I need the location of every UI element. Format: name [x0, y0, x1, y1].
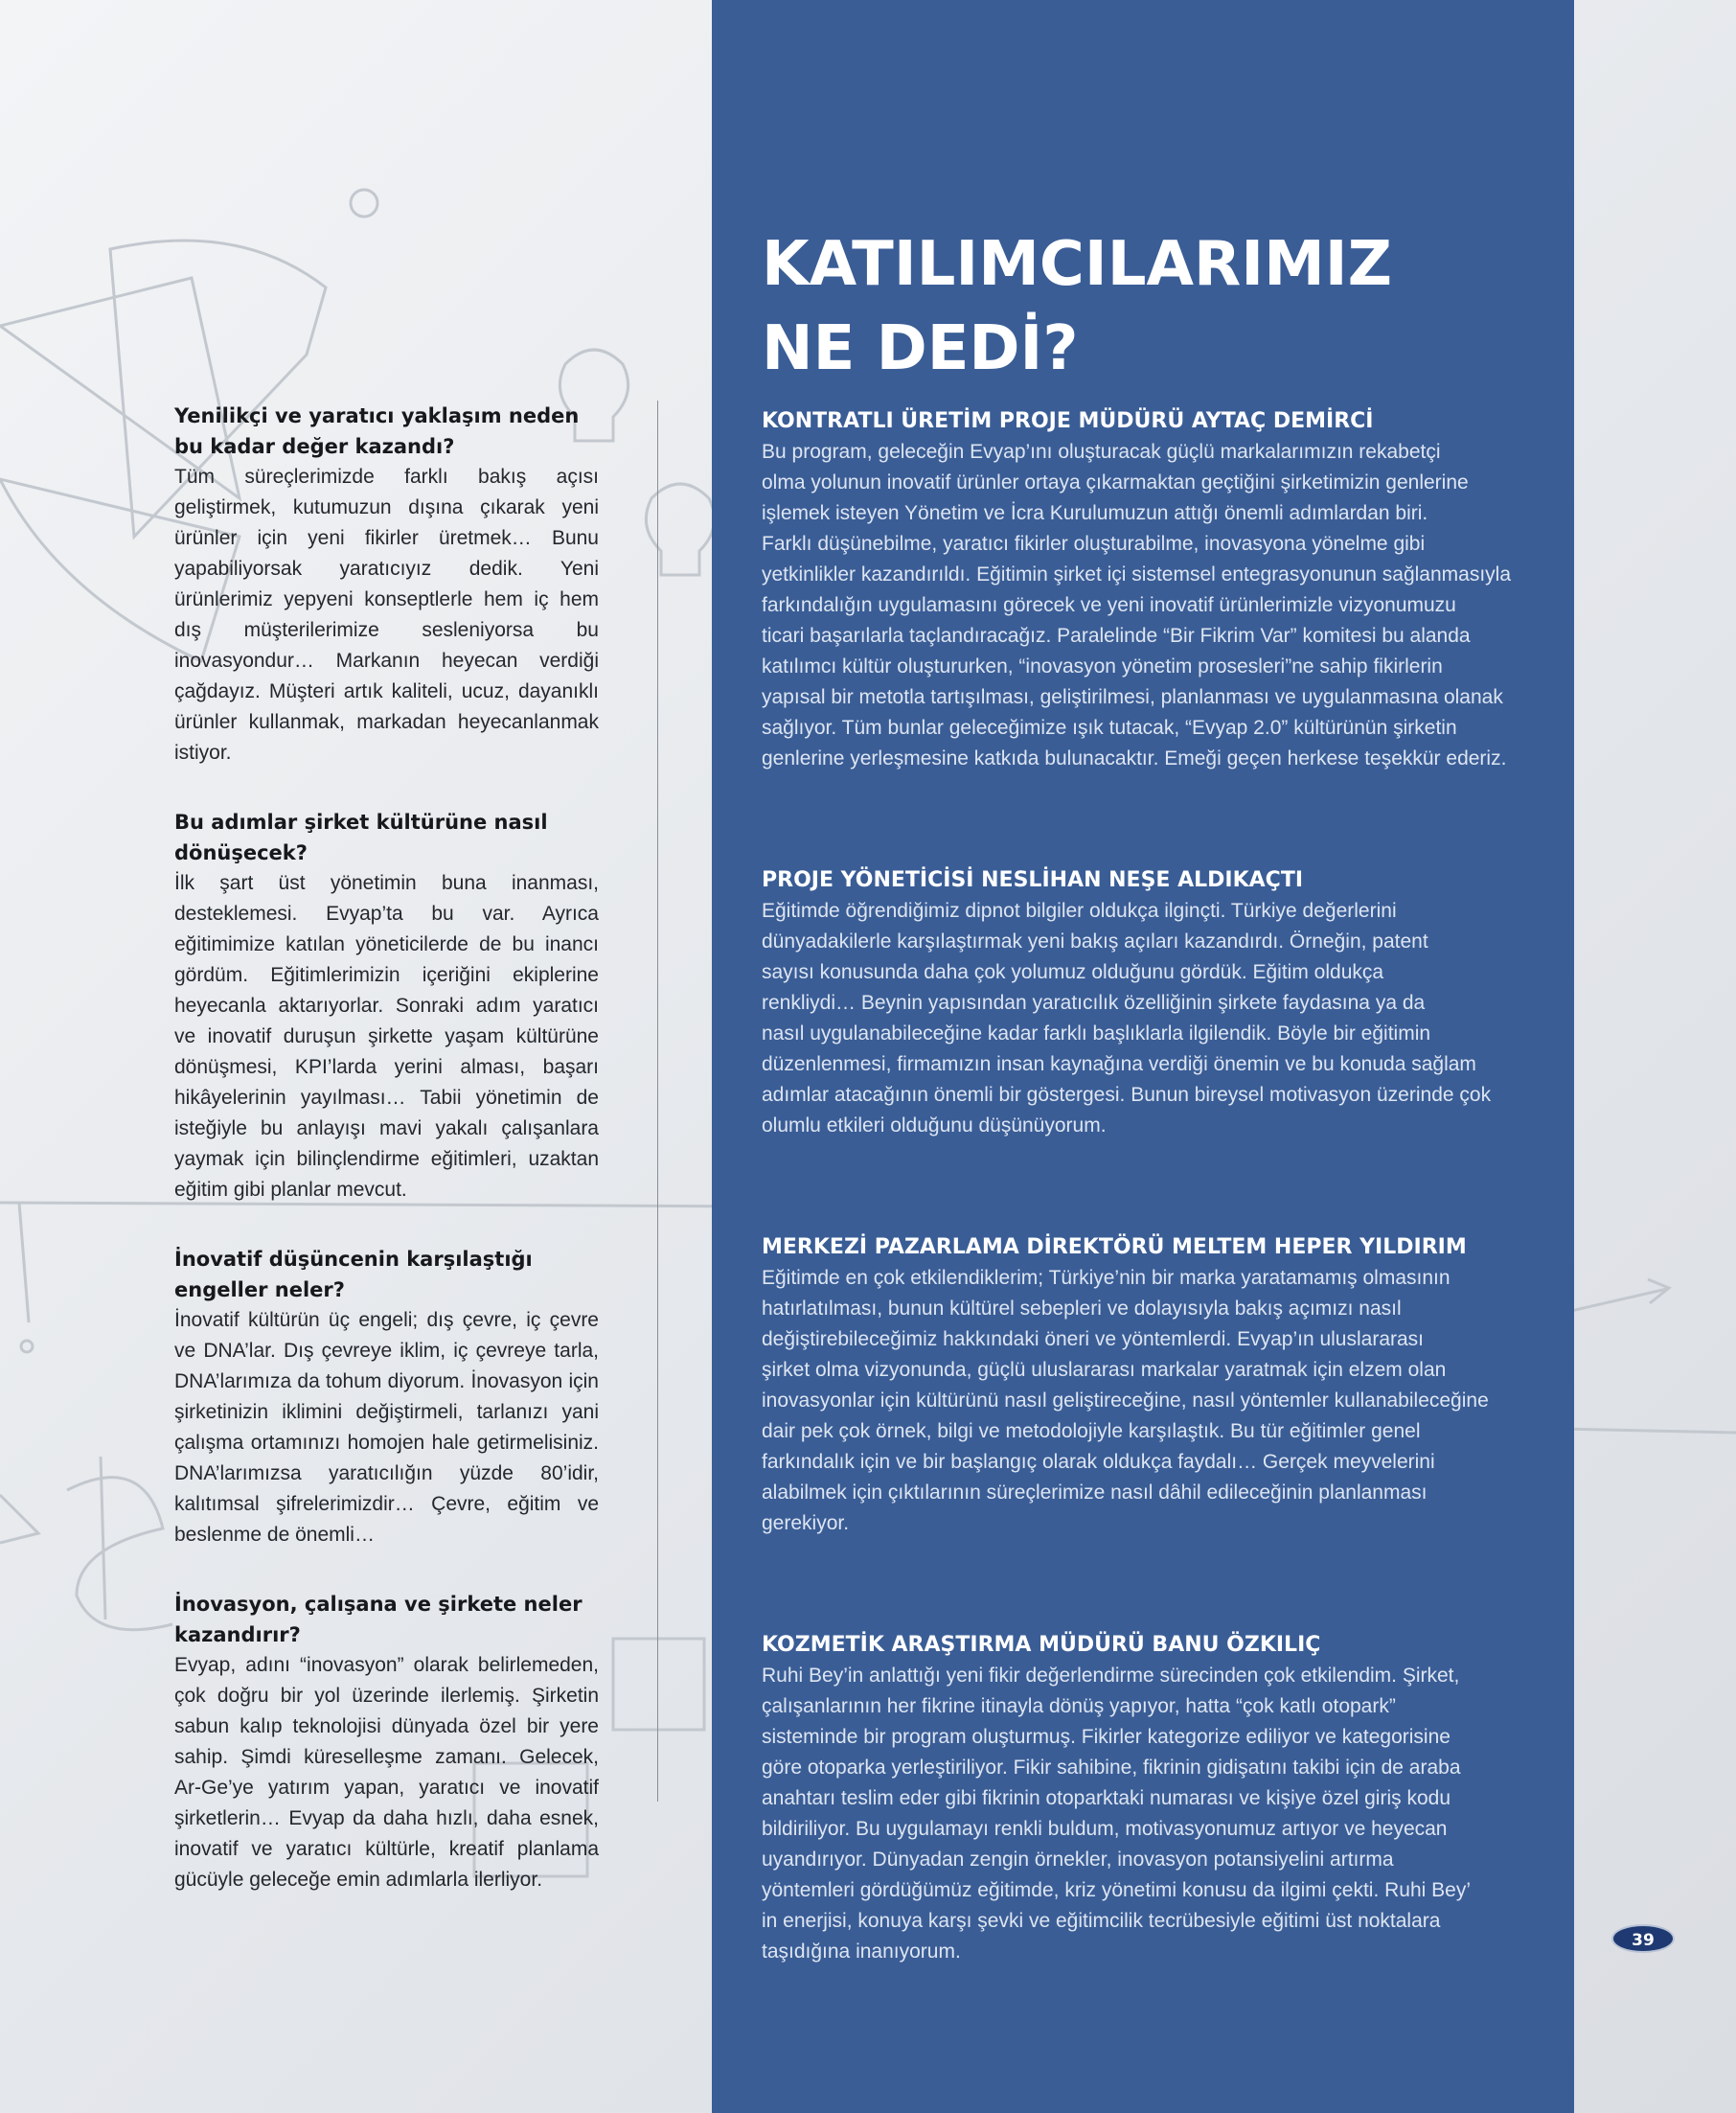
- text-line: olumlu etkileri olduğunu düşünüyorum.: [762, 1114, 1107, 1137]
- text-line: inovasyonlar için kültürünü nasıl geliştireceğine, nasıl yöntemler kullanabileceğine: [762, 1390, 1489, 1412]
- testimonial-section: [762, 1232, 1528, 1539]
- question: İnovasyon, çalışana ve şirkete neler kazandırır?: [174, 1593, 582, 1646]
- page-number: 39: [1611, 1924, 1675, 1953]
- answer: Tüm süreçlerimizde farklı bakış açısı geliştirmek, kutumuzun dışına çıkarak yeni ürünler için yeni fikirler üretmek… Bunu yapabiliyorsak yaratıcıyız dedik. Yeni ürünlerimiz yepyeni konseptlerle hem iç hem dış müşterilerimize sesleniyorsa bu inovasyondur… Markanın heyecan verdiği çağdayız. Müşteri artık kaliteli, ucuz, dayanıklı ürünler kullanmak, markadan heyecanlanmak istiyor.: [174, 466, 599, 764]
- text-line: gerekiyor.: [762, 1512, 850, 1534]
- text-line: renkliydi… Beynin yapısından yaratıcılık özelliğinin şirkete faydasına ya da: [762, 992, 1426, 1014]
- text-line: uyandırıyor. Dünyadan zengin örnekler, inovasyon potansiyelini artırma: [762, 1849, 1394, 1871]
- answer: Evyap, adını “inovasyon” olarak belirlemeden, çok doğru bir yol üzerinde ilerlemiş. Şirketin sabun kalıp teknolojisi dünyada özel bir yere sahip. Şimdi küreselleşme zamanı. Gelecek, Ar-Ge’ye yatırım yapan, yaratıcı ve inovatif şirketlerin… Evyap da daha hızlı, daha esnek, inovatif ve yaratıcı kültürle, kreatif planlama gücüyle geleceğe emin adımlarla ilerliyor.: [174, 1654, 599, 1891]
- text-line: ticari başarılarla taçlandıracağız. Paralelinde “Bir Fikrim Var” komitesi bu alanda: [762, 625, 1471, 647]
- text-line: alabilmek için çıktılarının süreçlerimize nasıl dâhil edileceğinin planlanması: [762, 1481, 1428, 1504]
- title-line: KATILIMCILARIMIZ: [762, 229, 1392, 300]
- qa-block: [174, 401, 599, 769]
- text-line: göre otoparka yerleştiriliyor. Fikir sahibine, fikrinin gidişatını takibi için de araba: [762, 1757, 1461, 1779]
- question: Yenilikçi ve yaratıcı yaklaşım neden bu kadar değer kazandı?: [174, 404, 580, 458]
- text-line: farkındalık için ve bir başlangıç olarak oldukça faydalı… Gerçek meyvelerini: [762, 1451, 1435, 1473]
- page-title: [762, 222, 1509, 391]
- testimonial-body: [762, 1661, 1528, 1967]
- qa-block: [174, 1589, 599, 1895]
- text-line: yapısal bir metotla tartışılması, geliştirilmesi, planlanması ve uygulanmasına olanak: [762, 686, 1503, 708]
- text-line: sayısı konusunda daha çok yolumuz olduğunu gördük. Eğitim oldukça: [762, 961, 1384, 983]
- text-line: olma yolunun inovatif ürünler ortaya çıkarmaktan geçtiğini şirketimizin genlerine: [762, 471, 1469, 494]
- interview-column: [174, 401, 599, 1934]
- question: İnovatif düşüncenin karşılaştığı engeller neler?: [174, 1248, 533, 1301]
- text-line: nasıl uygulanabileceğine kadar farklı başlıklarla ilgilendik. Böyle bir eğitimin: [762, 1022, 1431, 1045]
- testimonial-body: [762, 437, 1528, 774]
- text-line: işlemek isteyen Yönetim ve İcra Kurulumuzun attığı önemli adımlardan biri.: [762, 502, 1428, 524]
- qa-block: [174, 807, 599, 1206]
- text-line: katılımcı kültür oluştururken, “inovasyon yönetim prosesleri”ne sahip fikirlerin: [762, 655, 1443, 678]
- testimonial-body: [762, 896, 1528, 1141]
- title-line: NE DEDİ?: [762, 313, 1079, 384]
- text-line: dünyadakilerle karşılaştırmak yeni bakış açıları kazandırdı. Örneğin, patent: [762, 930, 1428, 953]
- text-line: adımlar atacağının önemli bir göstergesi. Bunun bireysel motivasyon üzerinde çok: [762, 1084, 1492, 1106]
- text-line: farkındalığın uygulamasını görecek ve yeni inovatif ürünlerimizle vizyonumuzu: [762, 594, 1456, 616]
- text-line: yetkinlikler kazandırıldı. Eğitimin şirket içi sistemsel entegrasyonunun sağlanmasıyla: [762, 563, 1512, 586]
- qa-block: [174, 1244, 599, 1550]
- testimonial-section: [762, 865, 1528, 1141]
- testimonial-heading: MERKEZİ PAZARLAMA DİREKTÖRÜ MELTEM HEPER YILDIRIM: [762, 1235, 1467, 1259]
- text-line: sisteminde bir program oluşturmuş. Fikirler kategorize ediliyor ve kategorisine: [762, 1726, 1450, 1748]
- text-line: çalışanlarının her fikrine itinayla dönüş yapıyor, hatta “çok katlı otopark”: [762, 1695, 1396, 1717]
- text-line: in enerjisi, konuya karşı şevki ve eğitimcilik tecrübesiyle eğitimi üst noktalara: [762, 1910, 1441, 1932]
- answer: İnovatif kültürün üç engeli; dış çevre, iç çevre ve DNA’lar. Dış çevreye iklim, iç çevreye tarla, DNA’larımıza da tohum diyorum. İnovasyon için şirketinizin iklimini değiştirmeli, tarlanızı yani çalışma ortamınızı homojen hale getirmelisiniz. DNA’larımızsa yaratıcılığın yüzde 80’idir, kalıtımsal şifrelerimizdir… Çevre, eğitim ve beslenme de önemli…: [174, 1309, 599, 1546]
- testimonial-section: [762, 406, 1528, 774]
- text-line: bildiriliyor. Bu uygulamayı renkli buldum, motivasyonumuz artıyor ve heyecan: [762, 1818, 1448, 1840]
- text-line: anahtarı teslim eder gibi fikrinin otoparktaki numarası ve kişiye özel giriş kodu: [762, 1787, 1450, 1809]
- testimonial-heading: PROJE YÖNETİCİSİ NESLİHAN NEŞE ALDIKAÇTI: [762, 868, 1304, 892]
- testimonial-heading: KOZMETİK ARAŞTIRMA MÜDÜRÜ BANU ÖZKILIÇ: [762, 1633, 1321, 1657]
- column-divider: [657, 401, 658, 1802]
- text-line: taşıdığına inanıyorum.: [762, 1941, 961, 1963]
- text-line: Bu program, geleceğin Evyap’ını oluşturacak güçlü markalarımızın rekabetçi: [762, 441, 1441, 463]
- question: Bu adımlar şirket kültürüne nasıl dönüşecek?: [174, 811, 548, 864]
- text-line: düzenlenmesi, firmamızın insan kaynağına verdiği önemin ve bu konuda sağlam: [762, 1053, 1476, 1075]
- text-line: Eğitimde öğrendiğimiz dipnot bilgiler oldukça ilginçti. Türkiye değerlerini: [762, 900, 1397, 922]
- text-line: sağlıyor. Tüm bunlar geleceğimize ışık tutacak, “Evyap 2.0” kültürünün şirketin: [762, 717, 1457, 739]
- text-line: genlerine yerleşmesine katkıda bulunacaktır. Emeği geçen herkese teşekkür ederiz.: [762, 747, 1507, 769]
- testimonial-body: [762, 1263, 1528, 1539]
- text-line: Eğitimde en çok etkilendiklerim; Türkiye’nin bir marka yaratamamış olmasının: [762, 1267, 1450, 1289]
- answer: İlk şart üst yönetimin buna inanması, desteklemesi. Evyap’ta bu var. Ayrıca eğitimimize katılan yöneticilerde de bu inancı gördüm. Eğitimlerimizin içeriğini ekiplerine heyecanla aktarıyorlar. Sonraki adım yaratıcı ve inovatif duruşun şirkette yaşam kültürüne dönüşmesi, KPI’larda yerini alması, başarı hikâyelerinin yayılması… Tabii yönetimin de isteğiyle bu anlayışı mavi yakalı çalışanlara yaymak için bilinçlendirme eğitimleri, uzaktan eğitim gibi planlar mevcut.: [174, 872, 599, 1201]
- text-line: Ruhi Bey’in anlattığı yeni fikir değerlendirme sürecinden çok etkilendim. Şirket,: [762, 1665, 1460, 1687]
- text-line: dair pek çok örnek, bilgi ve metodolojiyle karşılaştık. Bu tür eğitimler genel: [762, 1420, 1421, 1442]
- text-line: yöntemleri gördüğümüz eğitimde, kriz yönetimi konusu da ilgimi çekti. Ruhi Bey’: [762, 1879, 1471, 1901]
- text-line: Farklı düşünebilme, yaratıcı fikirler oluşturabilme, inovasyona yönelme gibi: [762, 533, 1426, 555]
- text-line: değiştirebileceğimiz hakkındaki öneri ve yöntemlerdi. Evyap’ın uluslararası: [762, 1328, 1425, 1350]
- text-line: hatırlatılması, bunun kültürel sebepleri ve dolayısıyla bakış açımızı nasıl: [762, 1298, 1402, 1320]
- testimonial-heading: KONTRATLI ÜRETİM PROJE MÜDÜRÜ AYTAÇ DEMİRCİ: [762, 409, 1374, 433]
- text-line: şirket olma vizyonunda, güçlü uluslararası markalar yaratmak için elzem olan: [762, 1359, 1447, 1381]
- testimonial-section: [762, 1630, 1528, 1967]
